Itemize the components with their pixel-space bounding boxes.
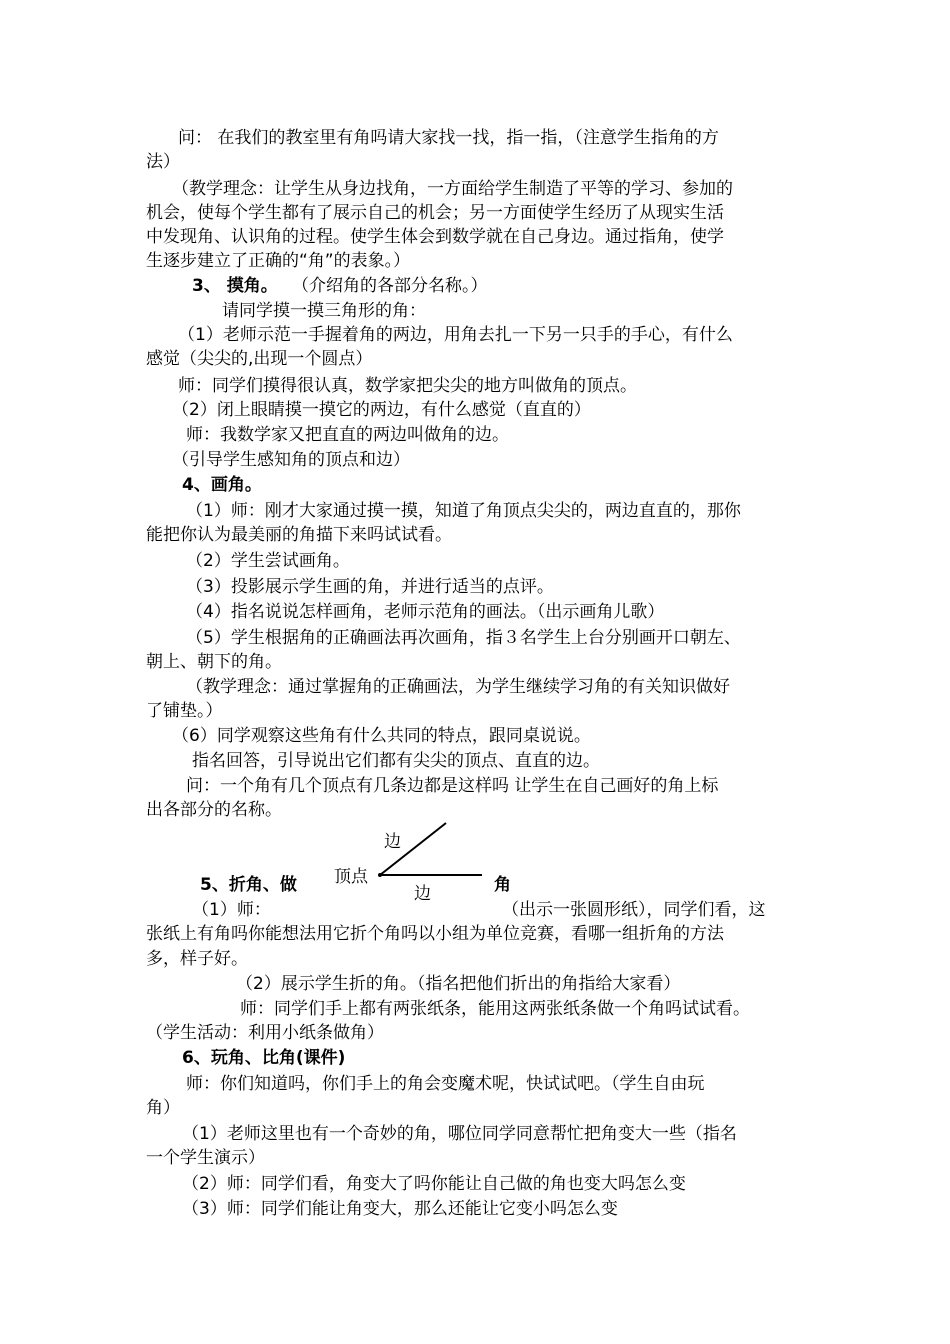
- text-line: 了铺垫。）: [146, 701, 223, 721]
- text-line: 机会，使每个学生都有了展示自己的机会；另一方面使学生经历了从现实生活: [146, 203, 724, 223]
- edge-top-label: 边: [384, 832, 401, 852]
- section-heading: 3、 摸角。: [192, 276, 278, 296]
- text-line: （3）师：同学们能让角变大，那么还能让它变小吗怎么变: [182, 1199, 618, 1219]
- edge-bottom-label: 边: [414, 884, 431, 904]
- text-line: （2）学生尝试画角。: [186, 551, 350, 571]
- section-heading-end: 角: [494, 875, 511, 895]
- section-heading: 4、画角。: [182, 475, 262, 495]
- text-line: （学生活动：利用小纸条做角）: [146, 1023, 384, 1043]
- text-line: 师：同学们手上都有两张纸条，能用这两张纸条做一个角吗试试看。: [240, 999, 750, 1019]
- text-line: （1）老师示范一手握着角的两边，用角去扎一下另一只手的手心，有什么: [178, 325, 733, 345]
- text-line: 能把你认为最美丽的角描下来吗试试看。: [146, 525, 452, 545]
- text-line: （4）指名说说怎样画角，老师示范角的画法。（出示画角儿歌）: [186, 602, 665, 622]
- text-line: 师：同学们摸得很认真，数学家把尖尖的地方叫做角的顶点。: [178, 376, 637, 396]
- section-heading: 6、玩角、比角(课件): [182, 1048, 346, 1068]
- text-line: 指名回答，引导说出它们都有尖尖的顶点、直直的边。: [192, 751, 600, 771]
- text-line: 师：你们知道吗，你们手上的角会变魔术呢，快试试吧。（学生自由玩: [186, 1074, 705, 1094]
- text-line: 问：一个角有几个顶点有几条边都是这样吗 让学生在自己画好的角上标: [186, 776, 719, 796]
- text-line: （1）师：刚才大家通过摸一摸，知道了角顶点尖尖的，两边直直的，那你: [186, 501, 741, 521]
- text-line: （6）同学观察这些角有什么共同的特点，跟同桌说说。: [172, 726, 591, 746]
- text-line: （出示一张圆形纸），同学们看，这: [502, 900, 766, 920]
- text-line: 感觉（尖尖的,出现一个圆点）: [146, 349, 373, 369]
- vertex-label: 顶点: [334, 867, 368, 887]
- text-line: 请同学摸一摸三角形的角：: [222, 301, 426, 321]
- text-line: 张纸上有角吗你能想法用它折个角吗以小组为单位竞赛，看哪一组折角的方法: [146, 924, 724, 944]
- text-line: （教学理念：通过掌握角的正确画法，为学生继续学习角的有关知识做好: [186, 677, 730, 697]
- text-line: （5）学生根据角的正确画法再次画角，指３名学生上台分别画开口朝左、: [186, 628, 741, 648]
- angle-diagram: [330, 815, 490, 905]
- text-line: （1）师：: [192, 900, 271, 920]
- angle-figure: [330, 815, 490, 905]
- text-line: 出各部分的名称。: [146, 800, 282, 820]
- text-line: （2）师：同学们看，角变大了吗你能让自己做的角也变大吗怎么变: [182, 1174, 686, 1194]
- text-line: 多，样子好。: [146, 949, 248, 969]
- text-line: 朝上、朝下的角。: [146, 652, 282, 672]
- text-line: （2）闭上眼睛摸一摸它的两边，有什么感觉（直直的）: [172, 400, 591, 420]
- text-line: 师：我数学家又把直直的两边叫做角的边。: [186, 425, 509, 445]
- text-line: 一个学生演示）: [146, 1148, 265, 1168]
- angle-vertex: [378, 873, 382, 877]
- text-line: （介绍角的各部分名称。）: [292, 276, 488, 296]
- text-line: （2）展示学生折的角。（指名把他们折出的角指给大家看）: [236, 974, 681, 994]
- text-line: （教学理念：让学生从身边找角，一方面给学生制造了平等的学习、参加的: [172, 179, 733, 199]
- text-line: 中发现角、认识角的过程。使学生体会到数学就在自己身边。通过指角，使学: [146, 227, 724, 247]
- text-line: 问： 在我们的教室里有角吗请大家找一找，指一指，（注意学生指角的方: [178, 128, 719, 148]
- text-line: 角）: [146, 1098, 180, 1118]
- text-line: 法）: [146, 152, 180, 172]
- text-line: （引导学生感知角的顶点和边）: [172, 450, 410, 470]
- text-line: （3）投影展示学生画的角，并进行适当的点评。: [186, 577, 554, 597]
- text-line: 生逐步建立了正确的“角”的表象。）: [146, 251, 411, 271]
- text-line: （1）老师这里也有一个奇妙的角，哪位同学同意帮忙把角变大一些（指名: [182, 1124, 737, 1144]
- section-heading: 5、折角、做: [200, 875, 297, 895]
